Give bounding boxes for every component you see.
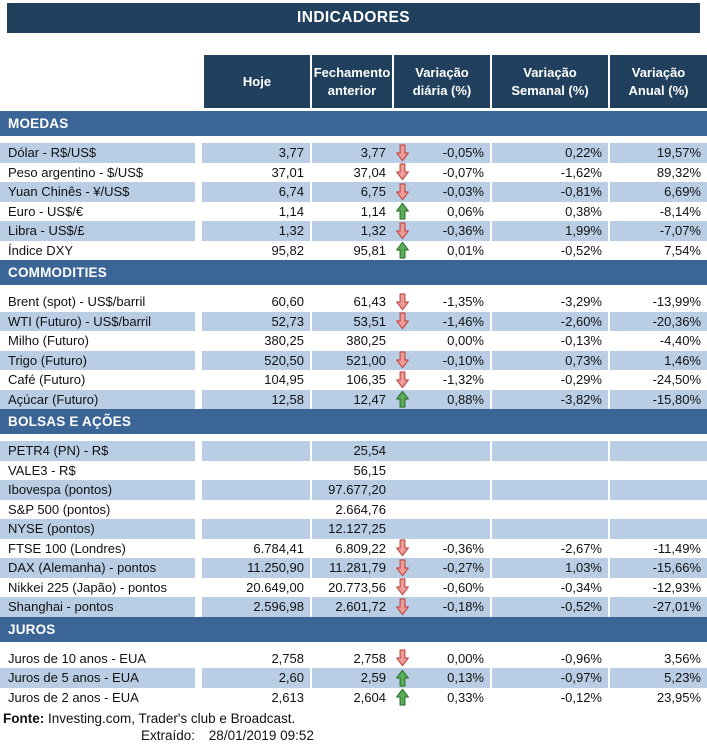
- source-label: Fonte:: [3, 711, 45, 726]
- row-label: Juros de 2 anos - EUA: [8, 689, 139, 705]
- row-label: Milho (Futuro): [8, 333, 89, 349]
- variacao-diaria-value: -0,05%: [442, 145, 484, 161]
- variacao-diaria-value: -1,46%: [442, 313, 484, 329]
- trend-arrow: [395, 558, 411, 577]
- arrow-up-icon: [395, 390, 410, 408]
- variacao-diaria-value: -0,36%: [442, 223, 484, 239]
- column-gap: [195, 668, 202, 688]
- variacao-anual-value: [608, 441, 707, 461]
- fechamento-value: 6.809,22: [310, 539, 392, 559]
- header-spacer: [0, 55, 202, 108]
- variacao-diaria-value: 0,00%: [447, 650, 484, 666]
- extracted-line: [3, 727, 707, 744]
- variacao-diaria-cell: [392, 312, 490, 332]
- hoje-value: 37,01: [271, 164, 304, 180]
- variacao-semanal-value: [490, 519, 608, 539]
- arrow-down-icon: [395, 351, 410, 369]
- variacao-anual-value: 5,23%: [608, 668, 707, 688]
- hoje-value: 52,73: [202, 312, 310, 332]
- row-label: Shanghai - pontos: [0, 597, 195, 617]
- column-gap: [195, 331, 202, 351]
- arrow-down-icon: [395, 649, 410, 667]
- table-row: [0, 163, 707, 183]
- hoje-value: 104,95: [264, 372, 304, 388]
- source-text: Investing.com, Trader's club e Broadcast.: [48, 711, 296, 726]
- section-title: COMMODITIES: [8, 265, 107, 280]
- variacao-semanal-value: -0,12%: [490, 688, 608, 708]
- variacao-diaria-cell: [392, 668, 490, 688]
- arrow-down-icon: [395, 371, 410, 389]
- column-gap: [195, 539, 202, 559]
- variacao-diaria-value: -0,36%: [442, 540, 484, 556]
- fechamento-value: 25,54: [310, 441, 392, 461]
- variacao-diaria-value: -0,60%: [442, 579, 484, 595]
- variacao-semanal-value: -0,34%: [490, 578, 608, 598]
- variacao-anual-value: [608, 500, 707, 520]
- row-label: Dólar - R$/US$: [0, 143, 195, 163]
- trend-arrow: [395, 202, 411, 221]
- arrow-up-icon: [395, 241, 410, 259]
- column-gap: [195, 688, 202, 708]
- trend-arrow: [395, 221, 411, 240]
- row-label: Índice DXY: [8, 242, 74, 258]
- arrow-down-icon: [395, 539, 410, 557]
- table-row: [0, 331, 707, 351]
- row-label: WTI (Futuro) - US$/barril: [0, 312, 195, 332]
- extracted-label: Extraído:: [141, 728, 196, 743]
- row-label: PETR4 (PN) - R$: [0, 441, 195, 461]
- hoje-value: 20.649,00: [246, 579, 304, 595]
- column-gap: [195, 441, 202, 461]
- variacao-anual-value: -20,36%: [608, 312, 707, 332]
- column-gap: [195, 461, 202, 481]
- variacao-diaria-cell: [392, 351, 490, 371]
- table-row: [0, 390, 707, 410]
- row-label: NYSE (pontos): [0, 519, 195, 539]
- variacao-diaria-value: -1,32%: [442, 372, 484, 388]
- table-section: [0, 111, 707, 260]
- variacao-semanal-value: 0,38%: [490, 202, 608, 222]
- trend-arrow: [395, 241, 411, 260]
- variacao-semanal-value: -0,13%: [490, 331, 608, 351]
- variacao-anual-value: -13,99%: [608, 292, 707, 312]
- variacao-anual-value: 1,46%: [608, 351, 707, 371]
- fechamento-value: 61,43: [310, 292, 392, 312]
- fechamento-value: 2.664,76: [310, 500, 392, 520]
- arrow-down-icon: [395, 559, 410, 577]
- row-label: Juros de 10 anos - EUA: [8, 650, 147, 666]
- fechamento-value: 2,758: [310, 649, 392, 669]
- column-gap: [195, 143, 202, 163]
- table-row: [0, 668, 707, 688]
- variacao-semanal-value: -0,81%: [490, 182, 608, 202]
- arrow-down-icon: [395, 183, 410, 201]
- variacao-diaria-value: 0,13%: [447, 670, 484, 686]
- table-row: [0, 292, 707, 312]
- arrow-down-icon: [395, 163, 410, 181]
- table-row: [0, 539, 707, 559]
- variacao-semanal-value: -2,60%: [490, 312, 608, 332]
- hoje-value: 1,32: [202, 221, 310, 241]
- table-row: [0, 143, 707, 163]
- hoje-value: [202, 519, 310, 539]
- fechamento-value: 56,15: [310, 461, 392, 481]
- fechamento-value: 2,59: [310, 668, 392, 688]
- hoje-value: 2.596,98: [202, 597, 310, 617]
- row-label: Nikkei 225 (Japão) - pontos: [8, 579, 167, 595]
- table-header-row: [0, 55, 707, 108]
- variacao-diaria-cell: [392, 597, 490, 617]
- table-row: [0, 578, 707, 598]
- variacao-diaria-cell: [392, 143, 490, 163]
- trend-arrow: [395, 182, 411, 201]
- variacao-anual-value: -7,07%: [608, 221, 707, 241]
- row-label: Café (Futuro): [8, 372, 86, 388]
- variacao-semanal-value: 0,73%: [490, 351, 608, 371]
- fechamento-value: 380,25: [310, 331, 392, 351]
- variacao-diaria-cell: [392, 519, 490, 539]
- section-header: [0, 260, 707, 285]
- page-title: INDICADORES: [7, 3, 700, 33]
- trend-arrow: [395, 461, 411, 480]
- trend-arrow: [395, 688, 411, 707]
- variacao-diaria-cell: [392, 370, 490, 390]
- variacao-diaria-cell: [392, 539, 490, 559]
- arrow-up-icon: [395, 688, 410, 706]
- trend-arrow: [395, 370, 411, 389]
- variacao-anual-value: -11,49%: [608, 539, 707, 559]
- variacao-diaria-cell: [392, 649, 490, 669]
- variacao-diaria-cell: [392, 480, 490, 500]
- trend-arrow: [395, 480, 411, 499]
- table-row: [0, 558, 707, 578]
- variacao-anual-value: 6,69%: [608, 182, 707, 202]
- arrow-down-icon: [395, 144, 410, 162]
- table-row: [0, 649, 707, 669]
- variacao-diaria-value: 0,06%: [447, 203, 484, 219]
- row-label: Yuan Chinês - ¥/US$: [0, 182, 195, 202]
- section-rows: [0, 649, 707, 708]
- column-gap: [195, 312, 202, 332]
- column-header-hoje: Hoje: [202, 55, 310, 108]
- variacao-semanal-value: -3,82%: [490, 390, 608, 410]
- arrow-up-icon: [395, 202, 410, 220]
- hoje-value: [202, 480, 310, 500]
- hoje-value: 60,60: [271, 294, 304, 310]
- fechamento-value: 106,35: [310, 370, 392, 390]
- variacao-anual-value: 3,56%: [608, 649, 707, 669]
- fechamento-value: 97.677,20: [310, 480, 392, 500]
- row-label: Trigo (Futuro): [0, 351, 195, 371]
- hoje-value: 520,50: [202, 351, 310, 371]
- column-gap: [195, 292, 202, 312]
- variacao-semanal-value: -0,29%: [490, 370, 608, 390]
- variacao-anual-value: -27,01%: [608, 597, 707, 617]
- table-row: [0, 519, 707, 539]
- trend-arrow: [395, 649, 411, 668]
- table-row: [0, 597, 707, 617]
- row-label: Juros de 5 anos - EUA: [0, 668, 195, 688]
- variacao-diaria-cell: [392, 182, 490, 202]
- column-gap: [195, 163, 202, 183]
- variacao-anual-value: -4,40%: [608, 331, 707, 351]
- row-label: DAX (Alemanha) - pontos: [0, 558, 195, 578]
- arrow-down-icon: [395, 312, 410, 330]
- variacao-diaria-cell: [392, 441, 490, 461]
- variacao-anual-value: [608, 461, 707, 481]
- row-label: Euro - US$/€: [8, 203, 84, 219]
- column-gap: [195, 241, 202, 261]
- table-row: [0, 370, 707, 390]
- column-gap: [195, 221, 202, 241]
- variacao-diaria-value: -0,10%: [442, 352, 484, 368]
- column-header-fechamento-anterior: Fechamento anterior: [310, 55, 392, 108]
- variacao-anual-value: 19,57%: [608, 143, 707, 163]
- variacao-diaria-cell: [392, 241, 490, 261]
- variacao-anual-value: 23,95%: [608, 688, 707, 708]
- hoje-value: [202, 441, 310, 461]
- trend-arrow: [395, 441, 411, 460]
- hoje-value: 380,25: [264, 333, 304, 349]
- arrow-down-icon: [395, 293, 410, 311]
- variacao-semanal-value: [490, 441, 608, 461]
- column-gap: [195, 202, 202, 222]
- table-row: [0, 182, 707, 202]
- variacao-semanal-value: [490, 480, 608, 500]
- table-row: [0, 461, 707, 481]
- fechamento-value: 37,04: [310, 163, 392, 183]
- variacao-diaria-cell: [392, 688, 490, 708]
- column-gap: [195, 182, 202, 202]
- extracted-timestamp: 28/01/2019 09:52: [208, 728, 314, 743]
- trend-arrow: [395, 500, 411, 519]
- trend-arrow: [395, 519, 411, 538]
- section-header: [0, 111, 707, 136]
- hoje-value: 2,60: [202, 668, 310, 688]
- hoje-value: [202, 500, 310, 520]
- column-gap: [195, 558, 202, 578]
- variacao-diaria-value: 0,33%: [447, 689, 484, 705]
- variacao-diaria-cell: [392, 163, 490, 183]
- row-label: Peso argentino - $/US$: [8, 164, 144, 180]
- fechamento-value: 3,77: [310, 143, 392, 163]
- row-label: Ibovespa (pontos): [0, 480, 195, 500]
- footer: [0, 710, 707, 744]
- variacao-diaria-value: -0,07%: [442, 164, 484, 180]
- row-label: Brent (spot) - US$/barril: [8, 294, 146, 310]
- section-header: [0, 409, 707, 434]
- fechamento-value: 12,47: [310, 390, 392, 410]
- hoje-value: 2,758: [271, 650, 304, 666]
- variacao-semanal-value: [490, 461, 608, 481]
- row-label: VALE3 - R$: [8, 462, 76, 478]
- column-gap: [195, 519, 202, 539]
- table-row: [0, 480, 707, 500]
- table-section: [0, 409, 707, 617]
- variacao-diaria-cell: [392, 461, 490, 481]
- variacao-diaria-value: 0,88%: [447, 391, 484, 407]
- variacao-diaria-value: -0,03%: [442, 184, 484, 200]
- hoje-value: 12,58: [202, 390, 310, 410]
- variacao-semanal-value: 1,03%: [490, 558, 608, 578]
- variacao-diaria-cell: [392, 202, 490, 222]
- fechamento-value: 20.773,56: [310, 578, 392, 598]
- fechamento-value: 1,32: [310, 221, 392, 241]
- variacao-diaria-cell: [392, 578, 490, 598]
- arrow-down-icon: [395, 222, 410, 240]
- section-header: [0, 617, 707, 642]
- variacao-diaria-value: 0,00%: [447, 333, 484, 349]
- variacao-semanal-value: -0,96%: [490, 649, 608, 669]
- table-row: [0, 351, 707, 371]
- column-gap: [195, 649, 202, 669]
- trend-arrow: [395, 668, 411, 687]
- variacao-anual-value: -8,14%: [608, 202, 707, 222]
- arrow-down-icon: [395, 578, 410, 596]
- variacao-diaria-cell: [392, 292, 490, 312]
- column-header-variacao-diaria: Variação diária (%): [392, 55, 490, 108]
- variacao-semanal-value: -0,97%: [490, 668, 608, 688]
- column-gap: [195, 390, 202, 410]
- variacao-anual-value: -24,50%: [608, 370, 707, 390]
- table-section: [0, 260, 707, 409]
- fechamento-value: 12.127,25: [310, 519, 392, 539]
- variacao-diaria-cell: [392, 331, 490, 351]
- trend-arrow: [395, 163, 411, 182]
- variacao-anual-value: -12,93%: [608, 578, 707, 598]
- variacao-anual-value: 89,32%: [608, 163, 707, 183]
- indicators-table-body: [0, 111, 707, 707]
- fechamento-value: 11.281,79: [310, 558, 392, 578]
- variacao-semanal-value: 1,99%: [490, 221, 608, 241]
- table-row: [0, 241, 707, 261]
- column-gap: [195, 597, 202, 617]
- variacao-semanal-value: 0,22%: [490, 143, 608, 163]
- column-gap: [195, 500, 202, 520]
- trend-arrow: [395, 292, 411, 311]
- variacao-diaria-cell: [392, 500, 490, 520]
- variacao-diaria-cell: [392, 390, 490, 410]
- trend-arrow: [395, 351, 411, 370]
- trend-arrow: [395, 331, 411, 350]
- variacao-anual-value: 7,54%: [608, 241, 707, 261]
- section-title: BOLSAS E AÇÕES: [8, 414, 132, 429]
- section-rows: [0, 143, 707, 260]
- variacao-anual-value: -15,80%: [608, 390, 707, 410]
- trend-arrow: [395, 312, 411, 331]
- trend-arrow: [395, 578, 411, 597]
- variacao-diaria-value: -1,35%: [442, 294, 484, 310]
- column-gap: [195, 578, 202, 598]
- trend-arrow: [395, 143, 411, 162]
- hoje-value: 2,613: [271, 689, 304, 705]
- row-label: Açúcar (Futuro): [0, 390, 195, 410]
- hoje-value: 3,77: [202, 143, 310, 163]
- hoje-value: 6,74: [202, 182, 310, 202]
- variacao-semanal-value: [490, 500, 608, 520]
- table-row: [0, 312, 707, 332]
- trend-arrow: [395, 597, 411, 616]
- column-gap: [195, 480, 202, 500]
- column-gap: [195, 351, 202, 371]
- table-row: [0, 441, 707, 461]
- arrow-down-icon: [395, 598, 410, 616]
- table-row: [0, 688, 707, 708]
- arrow-up-icon: [395, 669, 410, 687]
- fechamento-value: 95,81: [310, 241, 392, 261]
- trend-arrow: [395, 539, 411, 558]
- row-label: Libra - US$/£: [0, 221, 195, 241]
- variacao-diaria-value: -0,27%: [442, 560, 484, 576]
- variacao-diaria-cell: [392, 558, 490, 578]
- variacao-semanal-value: -2,67%: [490, 539, 608, 559]
- variacao-diaria-value: -0,18%: [442, 599, 484, 615]
- hoje-value: 6.784,41: [253, 540, 304, 556]
- fechamento-value: 2.601,72: [310, 597, 392, 617]
- row-label: S&P 500 (pontos): [8, 501, 111, 517]
- fechamento-value: 53,51: [310, 312, 392, 332]
- variacao-semanal-value: -3,29%: [490, 292, 608, 312]
- section-rows: [0, 292, 707, 409]
- section-title: MOEDAS: [8, 116, 69, 131]
- hoje-value: 11.250,90: [202, 558, 310, 578]
- fechamento-value: 6,75: [310, 182, 392, 202]
- variacao-anual-value: [608, 480, 707, 500]
- column-header-variacao-anual: Variação Anual (%): [608, 55, 707, 108]
- hoje-value: 1,14: [278, 203, 304, 219]
- section-title: JUROS: [8, 621, 56, 637]
- trend-arrow: [395, 390, 411, 409]
- fechamento-value: 521,00: [310, 351, 392, 371]
- source-line: [3, 710, 707, 727]
- table-row: [0, 202, 707, 222]
- section-rows: [0, 441, 707, 617]
- variacao-anual-value: [608, 519, 707, 539]
- row-label: FTSE 100 (Londres): [8, 540, 126, 556]
- variacao-semanal-value: -0,52%: [490, 241, 608, 261]
- variacao-diaria-value: 0,01%: [447, 242, 484, 258]
- fechamento-value: 1,14: [310, 202, 392, 222]
- table-row: [0, 221, 707, 241]
- fechamento-value: 2,604: [310, 688, 392, 708]
- hoje-value: 95,82: [271, 242, 304, 258]
- variacao-diaria-cell: [392, 221, 490, 241]
- variacao-anual-value: -15,66%: [608, 558, 707, 578]
- variacao-semanal-value: -1,62%: [490, 163, 608, 183]
- column-header-variacao-semanal: Variação Semanal (%): [490, 55, 608, 108]
- table-row: [0, 500, 707, 520]
- variacao-semanal-value: -0,52%: [490, 597, 608, 617]
- hoje-value: [202, 461, 310, 481]
- column-gap: [195, 370, 202, 390]
- table-section: [0, 617, 707, 708]
